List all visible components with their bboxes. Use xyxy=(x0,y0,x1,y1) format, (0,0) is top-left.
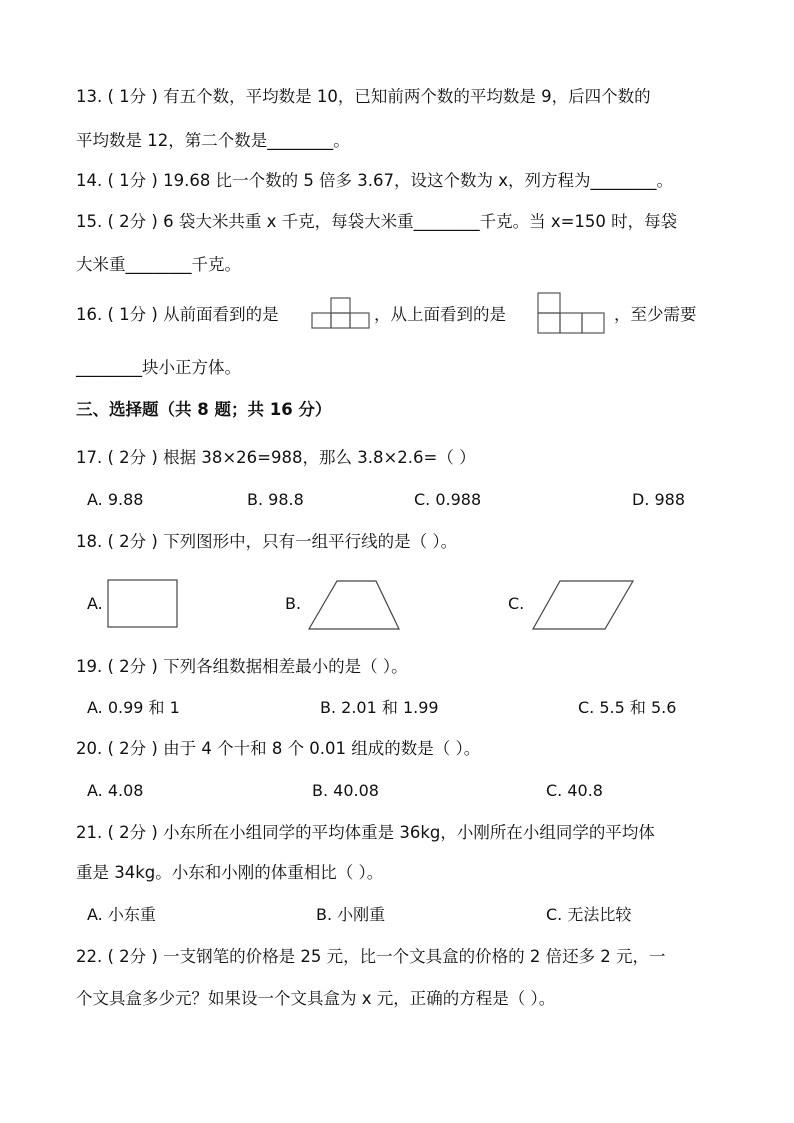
q19-option-b: B. 2.01 和 1.99 xyxy=(320,698,439,717)
q16-part1: 16. ( 1分 ) 从前面看到的是 xyxy=(76,305,279,324)
q14-line1: 14. ( 1分 ) 19.68 比一个数的 5 倍多 3.67，设这个数为 x，列方程为________。 xyxy=(76,171,674,190)
q13-line1: 13. ( 1分 ) 有五个数，平均数是 10，已知前两个数的平均数是 9，后四个数的 xyxy=(76,87,651,106)
trapezoid-shape xyxy=(306,578,402,632)
q21-line2: 重是 34kg。小东和小刚的体重相比（ ）。 xyxy=(76,863,384,882)
q19-stem: 19. ( 2分 ) 下列各组数据相差最小的是（ ）。 xyxy=(76,657,408,676)
q21-option-b: B. 小刚重 xyxy=(316,905,386,924)
q18-option-b: B. xyxy=(285,594,302,613)
q20-option-c: C. 40.8 xyxy=(546,781,603,800)
q18-stem: 18. ( 2分 ) 下列图形中，只有一组平行线的是（ ）。 xyxy=(76,532,458,551)
q20-option-a: A. 4.08 xyxy=(87,781,144,800)
q21-option-a: A. 小东重 xyxy=(87,905,156,924)
q22-line1: 22. ( 2分 ) 一支钢笔的价格是 25 元，比一个文具盒的价格的 2 倍还多 2 元，一 xyxy=(76,947,666,966)
q17-option-b: B. 98.8 xyxy=(247,490,304,509)
section-heading: 三、选择题（共 8 题；共 16 分） xyxy=(76,400,332,419)
q19-option-c: C. 5.5 和 5.6 xyxy=(578,698,677,717)
q15-line2: 大米重________千克。 xyxy=(76,255,241,274)
parallelogram-shape xyxy=(530,578,636,632)
q13-line2: 平均数是 12，第二个数是________。 xyxy=(76,131,350,150)
q18-option-a: A. xyxy=(87,594,103,613)
q17-option-d: D. 988 xyxy=(632,490,686,509)
q16-part2: ，从上面看到的是 xyxy=(374,305,506,324)
q17-stem: 17. ( 2分 ) 根据 38×26=988，那么 3.8×2.6=（ ） xyxy=(76,448,476,467)
q17-option-c: C. 0.988 xyxy=(414,490,482,509)
q20-stem: 20. ( 2分 ) 由于 4 个十和 8 个 0.01 组成的数是（ ）。 xyxy=(76,739,481,758)
q18-option-c: C. xyxy=(508,594,525,613)
q19-option-a: A. 0.99 和 1 xyxy=(87,698,180,717)
q20-option-b: B. 40.08 xyxy=(312,781,379,800)
q21-line1: 21. ( 2分 ) 小东所在小组同学的平均体重是 36kg，小刚所在小组同学的平均体 xyxy=(76,823,655,842)
rectangle-shape xyxy=(106,578,180,630)
top-view-figure xyxy=(536,291,608,337)
front-view-figure xyxy=(310,296,372,332)
q16-part3: ，至少需要 xyxy=(614,305,697,324)
q22-line2: 个文具盒多少元？如果设一个文具盒为 x 元，正确的方程是（ ）。 xyxy=(76,989,556,1008)
q21-option-c: C. 无法比较 xyxy=(546,905,632,924)
q15-line1: 15. ( 2分 ) 6 袋大米共重 x 千克，每袋大米重________千克。当 x=150 时，每袋 xyxy=(76,212,678,231)
q16-line2: ________块小正方体。 xyxy=(76,358,241,377)
q17-option-a: A. 9.88 xyxy=(87,490,144,509)
